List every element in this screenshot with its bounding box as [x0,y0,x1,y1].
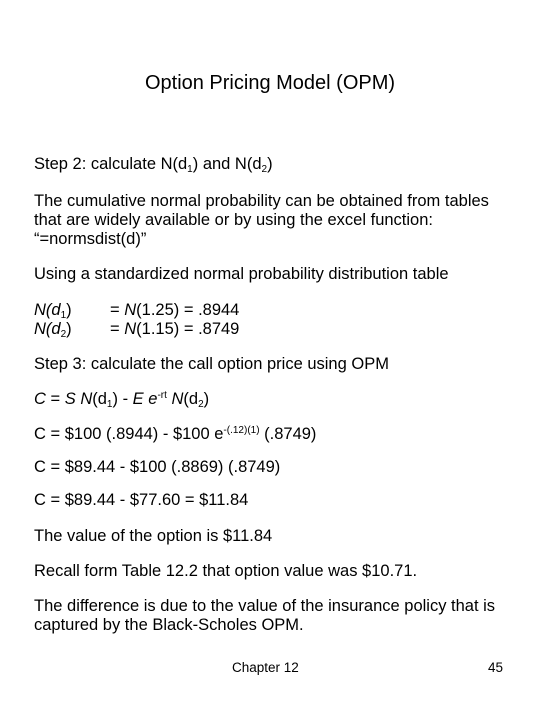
recall-text: Recall form Table 12.2 that option value was $10.71. [34,562,418,580]
formula-s: S [64,390,76,408]
formula-d1-sub: 1 [106,399,113,410]
step2-sub2: 2 [261,164,268,175]
option-value-text: The value of the option is $11.84 [34,527,273,545]
nd2-label-sub: 2 [60,329,67,340]
nd2-label-pre: N(d [34,320,61,338]
footer-chapter: Chapter 12 [232,660,299,675]
formula-n2: N [166,390,184,408]
difference-paragraph: The difference is due to the value of the insurance policy that is captured by the Black-Scholes OPM. [34,597,496,634]
formula-n1: N [75,390,93,408]
step2-mid: ) and N(d [192,155,262,173]
nd1-eq-pre: = [110,301,125,319]
formula-d2-sub: 2 [198,399,204,410]
step3-heading: Step 3: calculate the call option price using OPM [34,355,389,373]
nd1-eq-post: (1.25) = .8944 [136,301,240,319]
calc-line-1 [34,425,514,444]
calc1-pre: C = $100 (.8944) - $100 e [34,425,224,443]
using-table-text: Using a standardized normal probability distribution table [34,265,449,283]
calc1-sup: -(.12)(1) [223,425,260,436]
footer-page-number: 45 [488,660,504,675]
nd1-label-sub: 1 [60,310,67,321]
formula-d1-pre: (d [92,390,107,408]
page-title: Option Pricing Model (OPM) [144,72,396,94]
opm-formula [34,390,514,409]
formula-d2-post: ) [203,390,210,408]
formula-eq: = [45,390,65,408]
calc-line-3: C = $89.44 - $77.60 = $11.84 [34,491,249,509]
step2-heading [34,155,514,174]
calc1-post: (.8749) [259,425,317,443]
cumulative-paragraph: The cumulative normal probability can be obtained from tables that are widely available or by using the excel function: “=normsdist(d)” [34,192,489,248]
formula-e: E [132,390,144,408]
formula-exp-sup: -rt [157,390,167,401]
step2-text: Step 2: calculate N(d [34,155,188,173]
step2-sub1: 1 [187,164,193,175]
nd1-equation [110,301,239,320]
nd1-label-pre: N(d [34,301,61,319]
formula-exp-base: e [143,390,158,408]
nd1-eq-fn: N [124,301,137,319]
nd2-label-post: ) [66,320,72,338]
formula-d1-post: ) - [112,390,133,408]
nd2-eq-post: (1.15) = .8749 [136,320,240,338]
nd2-label [34,320,72,339]
nd2-eq-pre: = [110,320,125,338]
formula-c: C [34,390,46,408]
nd2-equation [110,320,239,339]
calc-line-2: C = $89.44 - $100 (.8869) (.8749) [34,458,281,476]
step2-end: ) [267,155,273,173]
formula-d2-pre: (d [183,390,199,408]
nd2-eq-fn: N [124,320,137,338]
nd1-label [34,301,72,320]
nd1-label-post: ) [66,301,72,319]
